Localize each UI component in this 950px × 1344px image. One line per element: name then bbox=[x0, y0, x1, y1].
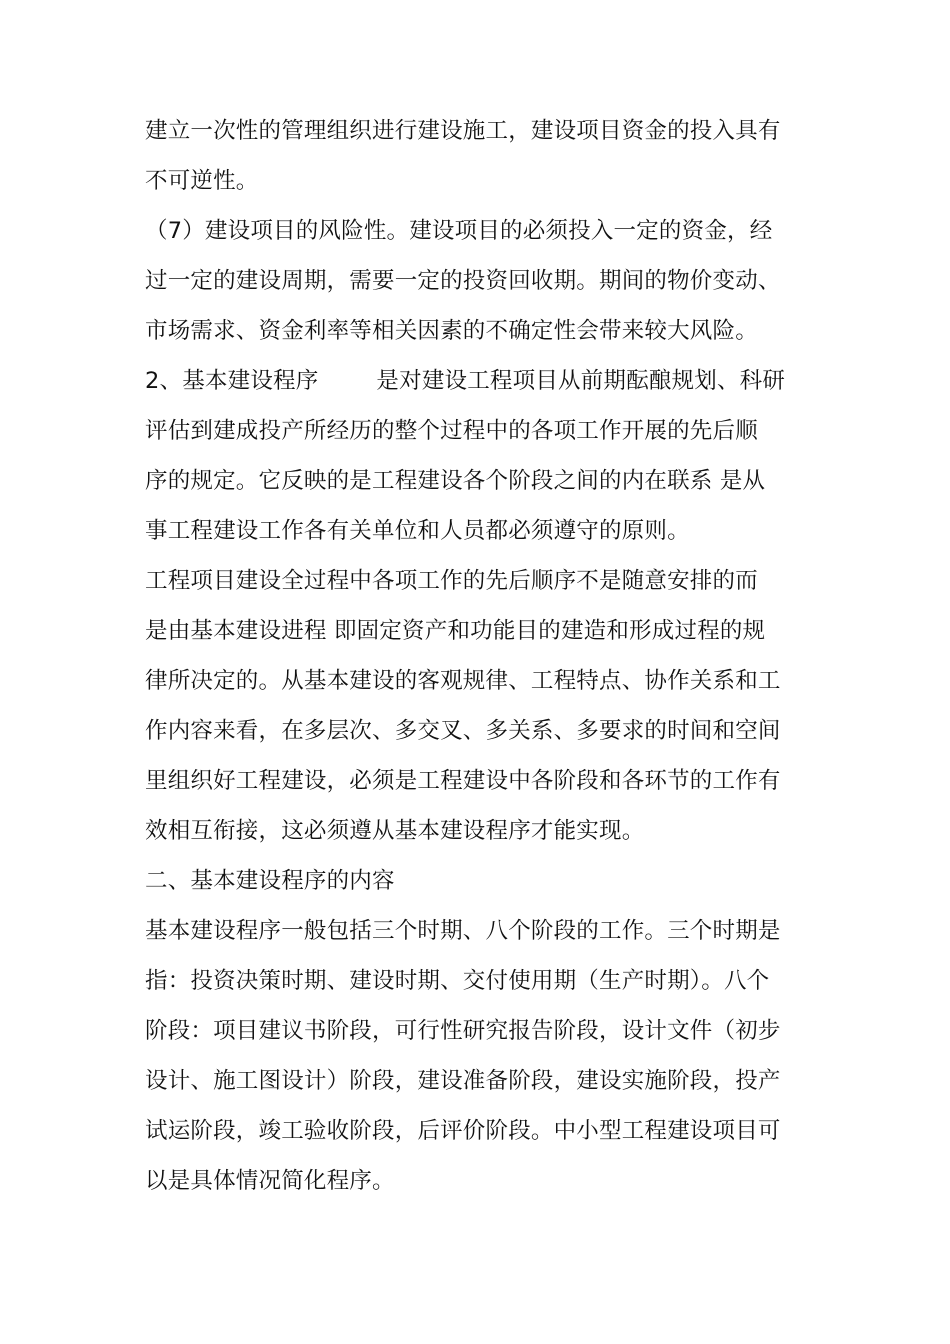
text-line: 指：投资决策时期、建设时期、交付使用期（生产时期）。八个 bbox=[145, 968, 770, 994]
text-line: 作内容来看，在多层次、多交叉、多关系、多要求的时间和空间 bbox=[145, 718, 781, 744]
section-title: 二、基本建设程序的内容 bbox=[145, 868, 395, 894]
text-line: 是由基本建设进程 即固定资产和功能目的建造和形成过程的规 bbox=[145, 618, 766, 644]
text-line: 效相互衔接，这必须遵从基本建设程序才能实现。 bbox=[145, 818, 645, 844]
text-line: 律所决定的。从基本建设的客观规律、工程特点、协作关系和工 bbox=[145, 668, 781, 694]
text-line: 建立一次性的管理组织进行建设施工，建设项目资金的投入具有 bbox=[145, 118, 781, 144]
section-heading-text: 是对建设工程项目从前期酝酿规划、科研 bbox=[376, 368, 786, 394]
text-line: 过一定的建设周期，需要一定的投资回收期。期间的物价变动、 bbox=[145, 268, 781, 294]
text-line: 序的规定。它反映的是工程建设各个阶段之间的内在联系 是从 bbox=[145, 468, 766, 494]
text-line: 工程项目建设全过程中各项工作的先后顺序不是随意安排的而 bbox=[145, 568, 758, 594]
text-line: 事工程建设工作各有关单位和人员都必须遵守的原则。 bbox=[145, 518, 690, 544]
section-heading-line bbox=[145, 366, 785, 396]
text-line: 评估到建成投产所经历的整个过程中的各项工作开展的先后顺 bbox=[145, 418, 758, 444]
text-line: 试运阶段，竣工验收阶段，后评价阶段。中小型工程建设项目可 bbox=[145, 1118, 781, 1144]
text-line: 里组织好工程建设，必须是工程建设中各阶段和各环节的工作有 bbox=[145, 768, 781, 794]
text-line: 以是具体情况简化程序。 bbox=[145, 1168, 395, 1194]
text-line: 阶段：项目建议书阶段，可行性研究报告阶段，设计文件（初步 bbox=[145, 1018, 781, 1044]
text-line: 基本建设程序一般包括三个时期、八个阶段的工作。三个时期是 bbox=[145, 918, 781, 944]
text-line: 设计、施工图设计）阶段，建设准备阶段，建设实施阶段，投产 bbox=[145, 1068, 781, 1094]
text-line: 市场需求、资金利率等相关因素的不确定性会带来较大风险。 bbox=[145, 318, 758, 344]
section-heading-label: 2、基本建设程序 bbox=[145, 368, 319, 394]
text-line: （7）建设项目的风险性。建设项目的必须投入一定的资金，经 bbox=[145, 218, 773, 244]
text-line: 不可逆性。 bbox=[145, 168, 259, 194]
